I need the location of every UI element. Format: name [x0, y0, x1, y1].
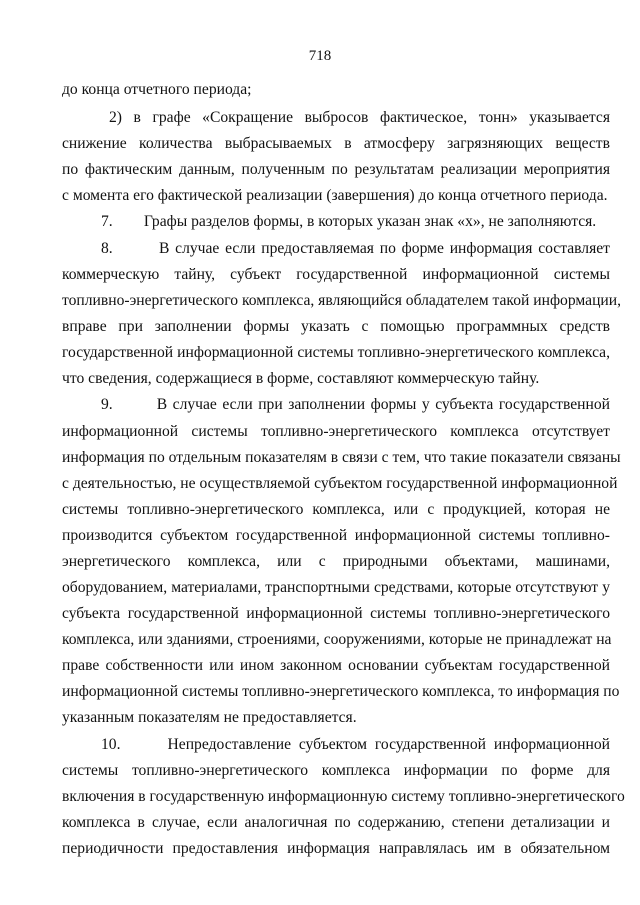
text-line: коммерческую тайну, субъект государственной информационной системы	[62, 266, 610, 283]
text-line: комплекса, или зданиями, строениями, сооружениями, которые не принадлежат на	[62, 631, 612, 648]
text-line: что сведения, содержащиеся в форме, составляют коммерческую тайну.	[62, 370, 540, 387]
text-line: комплекса в случае, если аналогичная по содержанию, степени детализации и	[62, 814, 610, 831]
page-number: 718	[308, 48, 332, 64]
text-line: с момента его фактической реализации (завершения) до конца отчетного периода.	[62, 187, 608, 204]
text-line: информационной системы топливно-энергетического комплекса отсутствует	[62, 423, 610, 440]
text-line: с деятельностью, не осуществляемой субъектом государственной информационной	[62, 475, 618, 492]
text-line: государственной информационной системы топливно-энергетического комплекса,	[62, 344, 610, 361]
text-line: 7. Графы разделов формы, в которых указан знак «х», не заполняются.	[101, 213, 597, 230]
text-line: праве собственности или ином законном основании субъектам государственной	[62, 657, 610, 674]
text-line: периодичности предоставления информация направлялась им в обязательном	[62, 840, 610, 857]
text-line: топливно-энергетического комплекса, являющийся обладателем такой информации,	[62, 292, 622, 309]
text-line: информация по отдельным показателям в связи с тем, что такие показатели связаны	[62, 449, 621, 466]
text-line: производится субъектом государственной информационной системы топливно-	[62, 527, 610, 544]
text-line: 10. Непредоставление субъектом государственной информационной	[101, 736, 610, 753]
text-line: 8. В случае если предоставляемая по форме информация составляет	[101, 240, 610, 257]
text-line: субъекта государственной информационной системы топливно-энергетического	[62, 605, 610, 622]
text-line: вправе при заполнении формы указать с помощью программных средств	[62, 318, 610, 335]
text-line: энергетического комплекса, или с природными объектами, машинами,	[62, 553, 610, 570]
text-line: до конца отчетного периода;	[62, 81, 252, 98]
text-line: системы топливно-энергетического комплекса информации по форме для	[62, 762, 610, 779]
text-line: оборудованием, материалами, транспортными средствами, которые отсутствуют у	[62, 579, 610, 596]
text-line: 9. В случае если при заполнении формы у субъекта государственной	[101, 396, 610, 413]
text-line: по фактическим данным, полученным по результатам реализации мероприятия	[62, 161, 610, 178]
text-line: снижение количества выбрасываемых в атмосферу загрязняющих веществ	[62, 135, 610, 152]
text-line: включения в государственную информационную систему топливно-энергетического	[62, 788, 625, 805]
text-line: информационной системы топливно-энергетического комплекса, то информация по	[62, 683, 620, 700]
text-line: системы топливно-энергетического комплекса, или с продукцией, которая не	[62, 501, 610, 518]
text-line: 2) в графе «Сокращение выбросов фактическое, тонн» указывается	[109, 109, 610, 126]
text-line: указанным показателям не предоставляется.	[62, 709, 357, 726]
